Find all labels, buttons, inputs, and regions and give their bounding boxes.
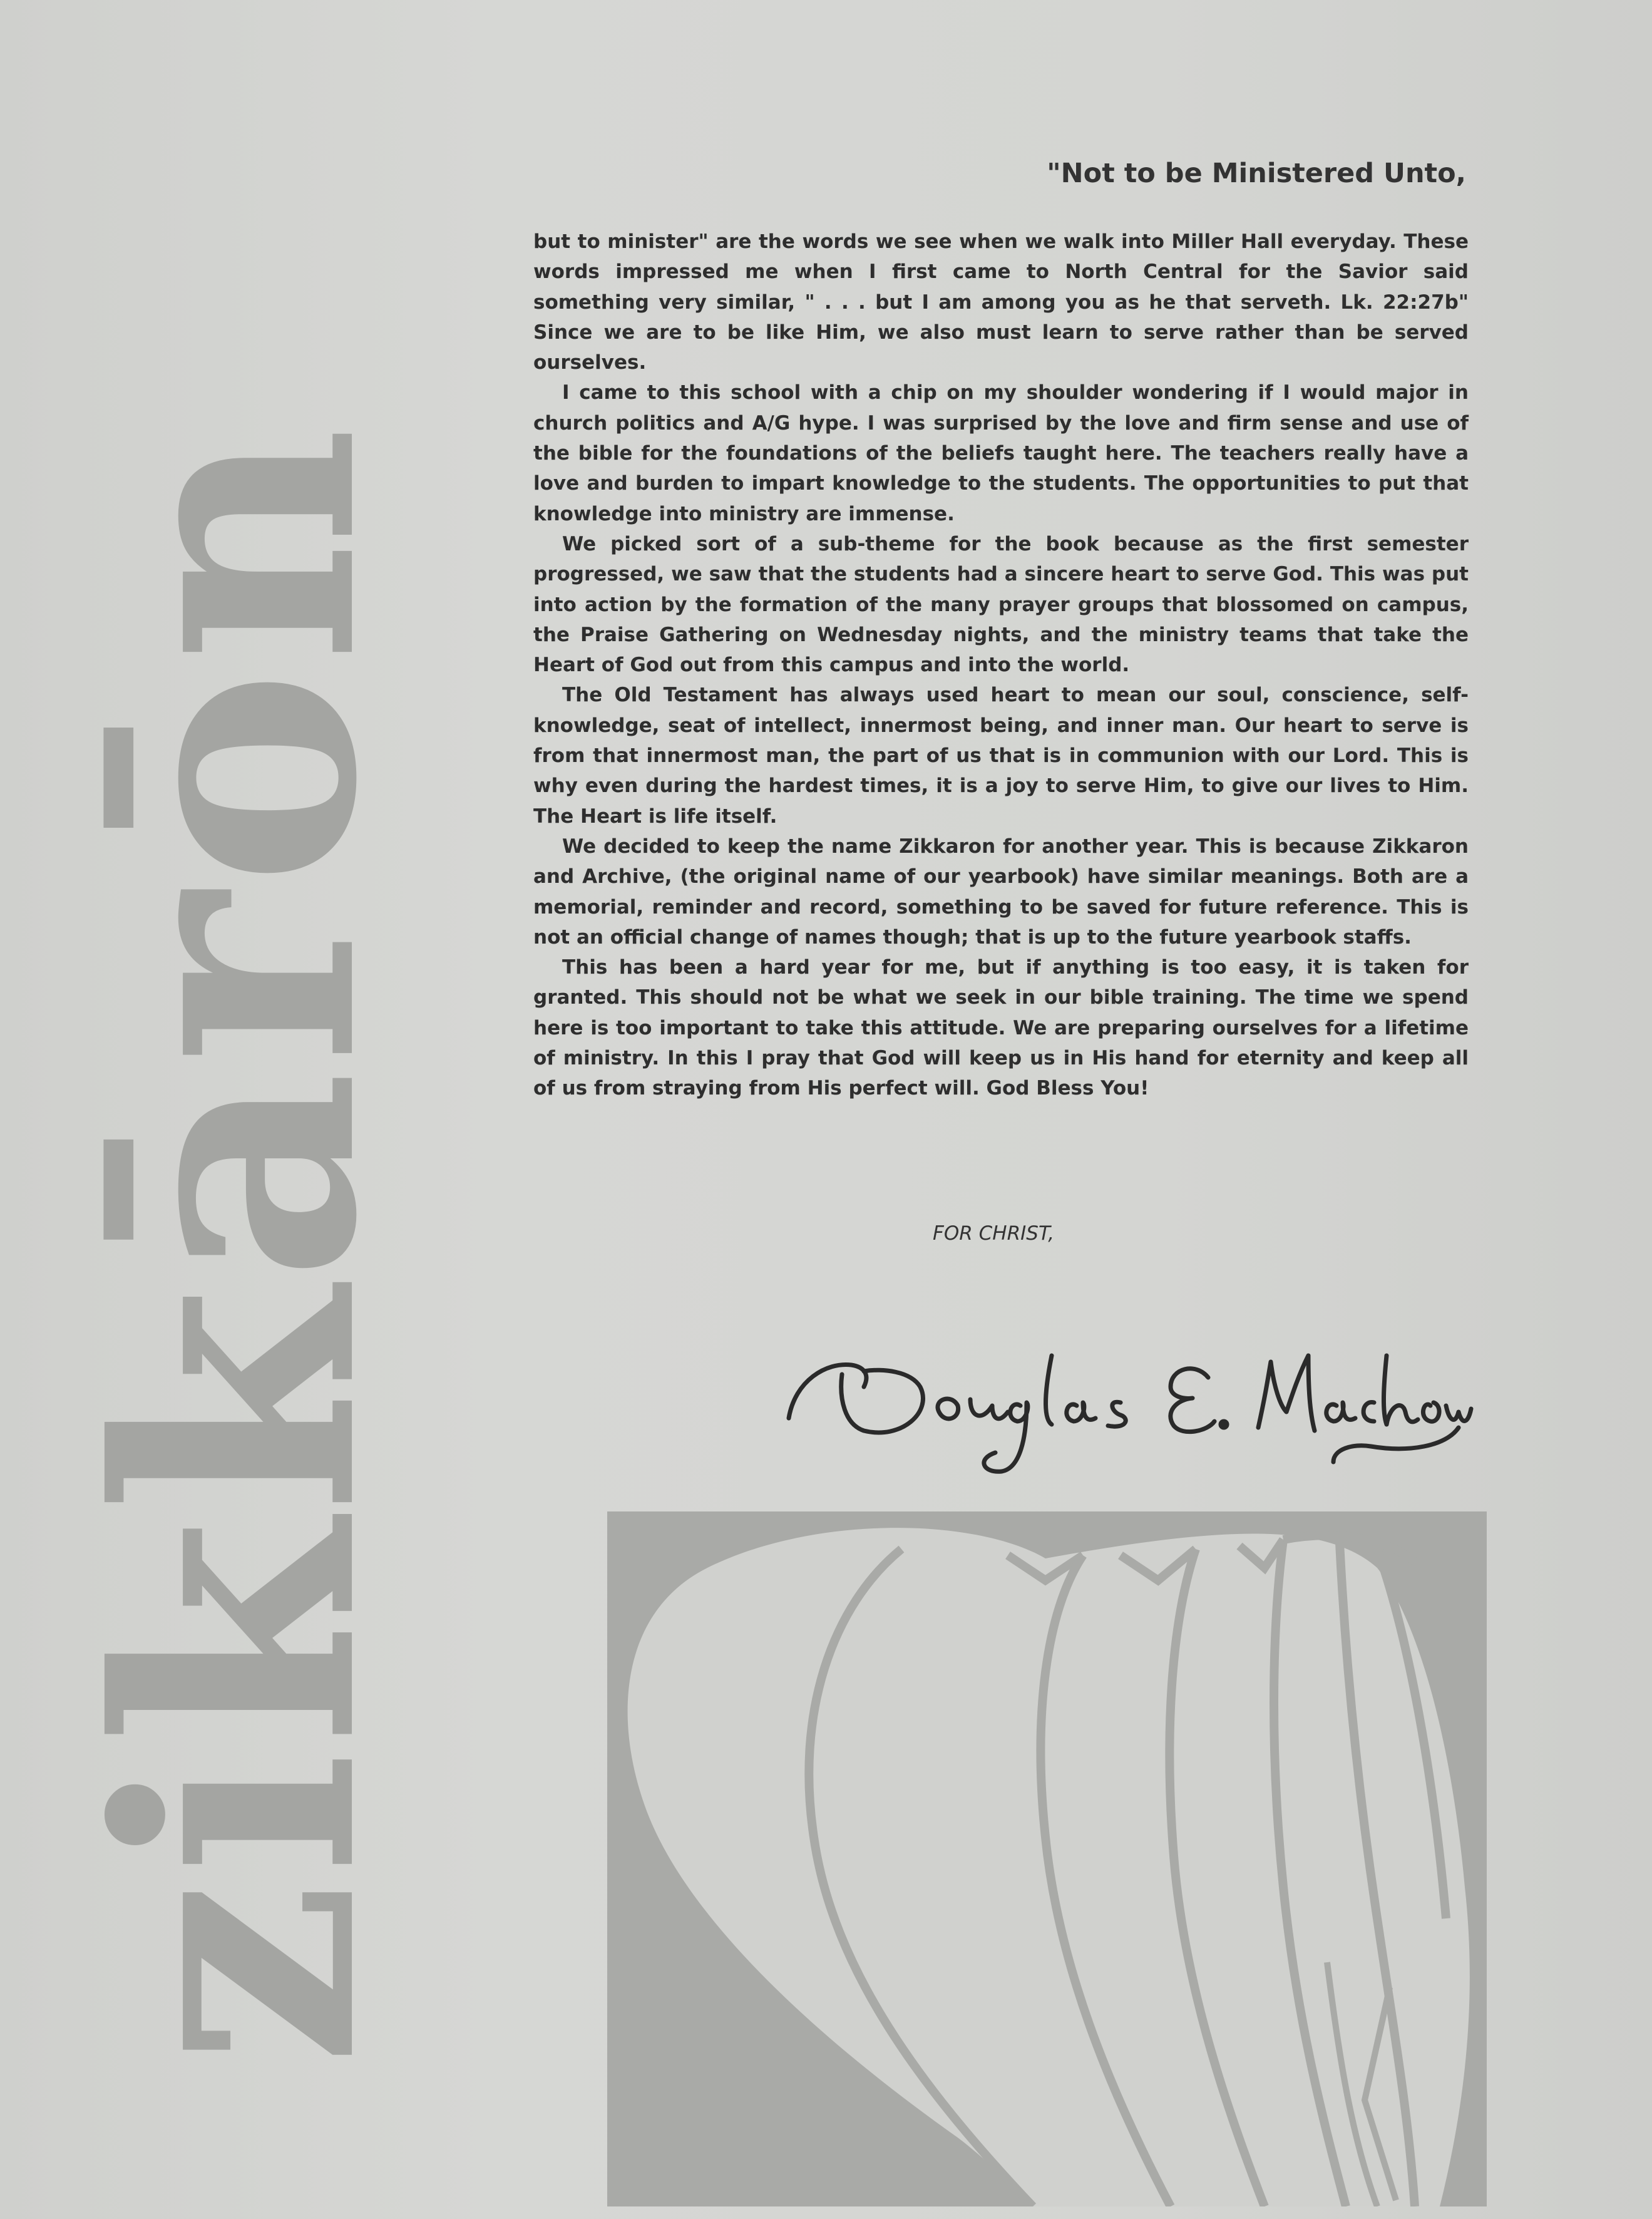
vertical-title-zikkaron: zikkārōn <box>46 420 429 2066</box>
paragraph-3: We picked sort of a sub-theme for the book because as the first semester progressed, we saw that the students had a sincere heart to serve God. This was put into action by the formation of the many prayer groups that blossomed on campus, the Praise Gathering on Wednesday nights, and the ministry teams that take the Heart of God out from this campus and into the world. <box>533 532 1469 677</box>
heart-illustration <box>607 1511 1487 2206</box>
letter-heading: "Not to be Ministered Unto, <box>1047 158 1466 189</box>
paragraph-4: The Old Testament has always used heart to mean our soul, conscience, self-knowledge, seat of intellect, innermost being, and inner man. Our heart to serve is from that innermost man, the part of us that is in communion with our Lord. This is why even during the hardest times, it is a joy to serve Him, to give our lives to Him. The Heart is life itself. <box>533 684 1469 828</box>
paragraph-1: but to minister" are the words we see when we walk into Miller Hall everyday. These words impressed me when I first came to North Central for the Savior said something very similar, " . . . but I am among you as he that serveth. Lk. 22:27b" Since we are to be like Him, we also must learn to serve rather than be served ourselves. <box>533 230 1469 374</box>
letter-body <box>533 227 1469 1104</box>
paragraph-6: This has been a hard year for me, but if anything is too easy, it is taken for granted. This should not be what we seek in our bible training. The time we spend here is too important to take this attitude. We are preparing ourselves for a lifetime of ministry. In this I pray that God will keep us in His hand for eternity and keep all of us from straying from His perfect will. God Bless You! <box>533 956 1469 1100</box>
paragraph-5: We decided to keep the name Zikkaron for another year. This is because Zikkaron and Archive, (the original name of our yearbook) have similar meanings. Both are a memorial, reminder and record, something to be saved for future reference. This is not an official change of names though; that is up to the future yearbook staffs. <box>533 835 1469 949</box>
signature-image <box>770 1318 1484 1487</box>
paragraph-2: I came to this school with a chip on my shoulder wondering if I would major in church politics and A/G hype. I was surprised by the love and firm sense and use of the bible for the foundations of the beliefs taught here. The teachers really have a love and burden to impart knowledge to the students. The opportunities to put that knowledge into ministry are immense. <box>533 381 1469 525</box>
closing-line: FOR CHRIST, <box>933 1222 1055 1245</box>
